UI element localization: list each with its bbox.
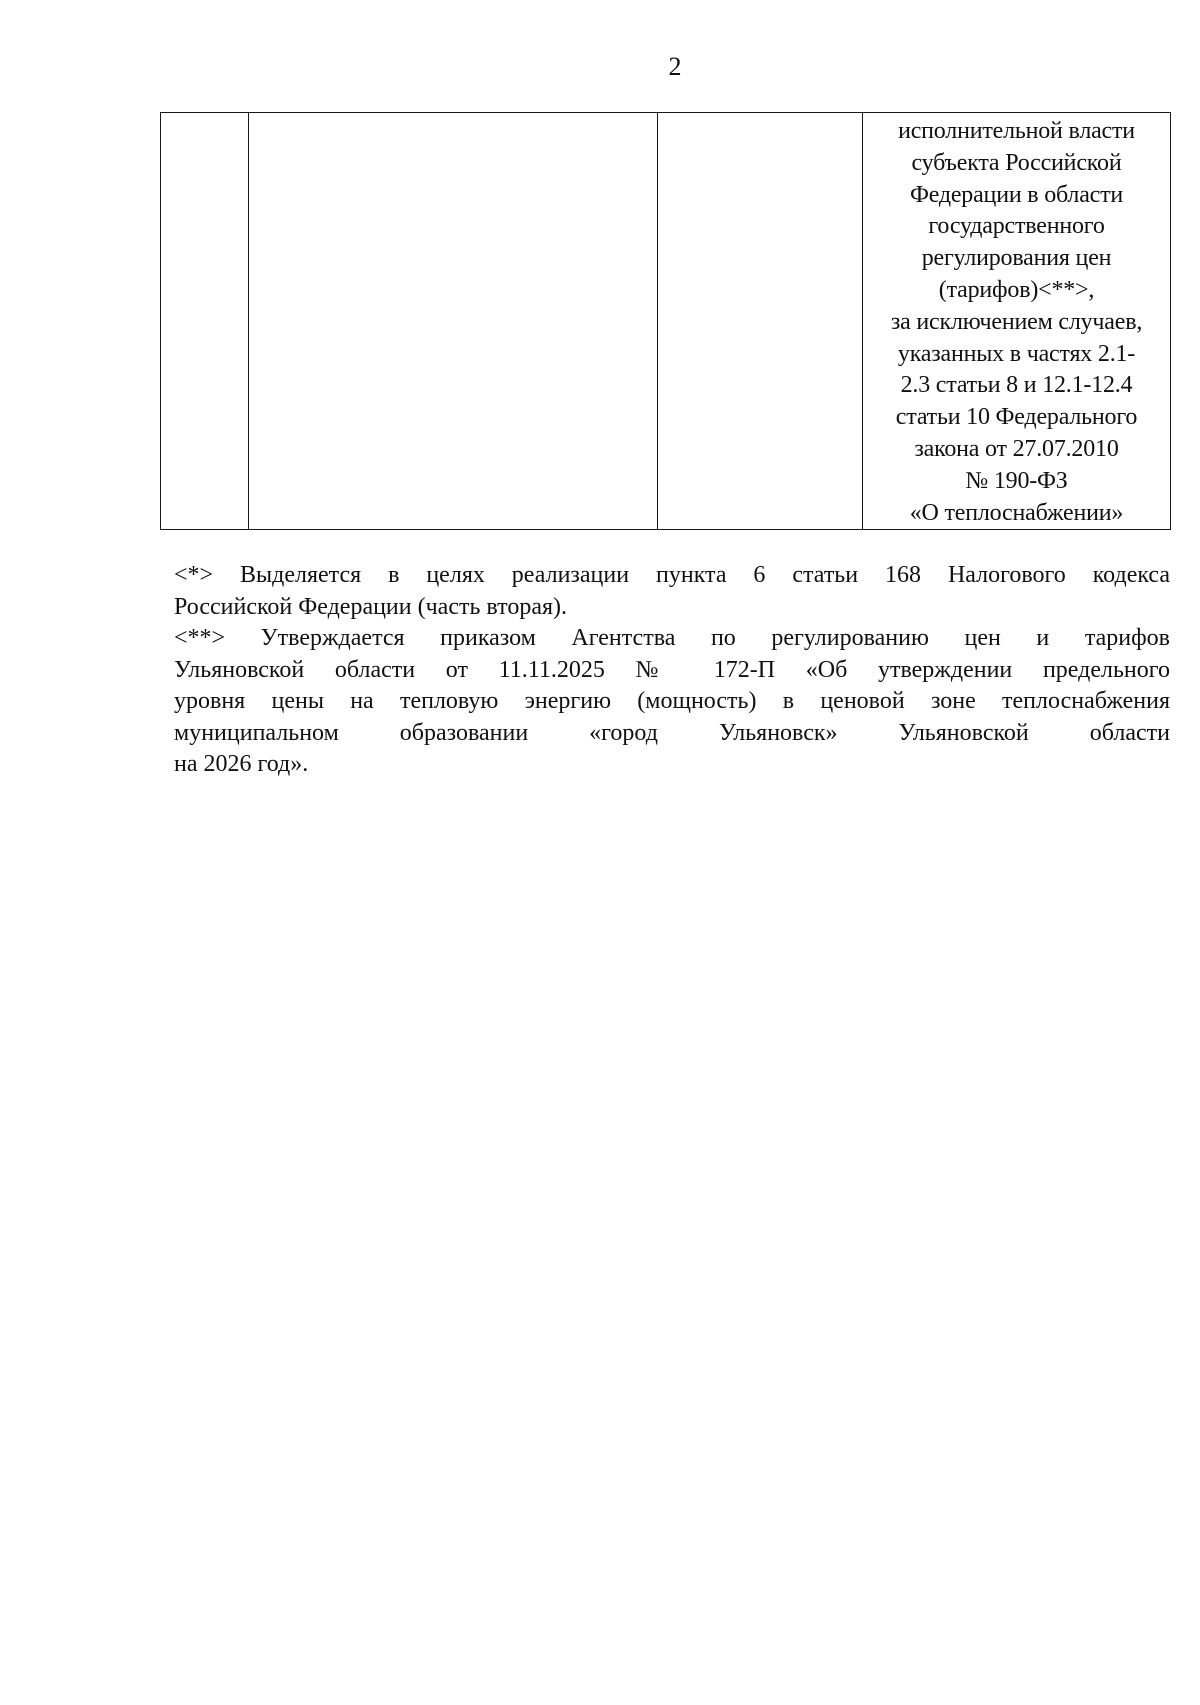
cell-line: указанных в частях 2.1- [897, 340, 1136, 367]
cell-line: исполнительной власти [898, 118, 1135, 144]
footnote-line: муниципальном образовании «город Ульяновск» Ульяновской области [174, 719, 1170, 746]
footnote-line: уровня цены на тепловую энергию (мощность) в ценовой зоне теплоснабжения [174, 688, 1170, 714]
table-row [161, 113, 1171, 530]
cell-line: регулирования цен [921, 245, 1112, 272]
page-number: 2 [668, 52, 682, 81]
footnote-single-asterisk [174, 560, 1170, 623]
table-cell-3 [658, 113, 863, 530]
footnotes [174, 560, 1170, 781]
footnote-line: <**> Утверждается приказом Агентства по регулированию цен и тарифов [174, 625, 1170, 651]
footnote-line: на 2026 год». [174, 751, 309, 777]
footnote-line: Ульяновской области от 11.11.2025 № 172-П «Об утверждении предельного [174, 656, 1170, 683]
cell-line: за исключением случаев, [890, 308, 1143, 335]
cell-line: государственного [928, 213, 1105, 240]
footnote-line: Российской Федерации (часть вторая). [174, 593, 568, 620]
cell-line: 2.3 статьи 8 и 12.1-12.4 [900, 372, 1133, 399]
footnote-double-asterisk [174, 623, 1170, 781]
cell-line: статьи 10 Федерального [895, 404, 1138, 431]
tariff-table [160, 112, 1171, 530]
cell-line: «О теплоснабжении» [909, 499, 1124, 526]
cell-line: Федерации в области [909, 181, 1124, 208]
cell-line: субъекта Российской [911, 149, 1122, 176]
footnote-line: <*> Выделяется в целях реализации пункта 6 статьи 168 Налогового кодекса [174, 562, 1170, 588]
authority-text [863, 116, 1170, 529]
table-cell-1 [161, 113, 249, 530]
cell-line: № 190-ФЗ [965, 467, 1068, 494]
table-cell-2 [249, 113, 658, 530]
cell-line: (тарифов)<**>, [938, 276, 1095, 303]
table-cell-4 [863, 113, 1171, 530]
cell-line: закона от 27.07.2010 [914, 435, 1119, 462]
